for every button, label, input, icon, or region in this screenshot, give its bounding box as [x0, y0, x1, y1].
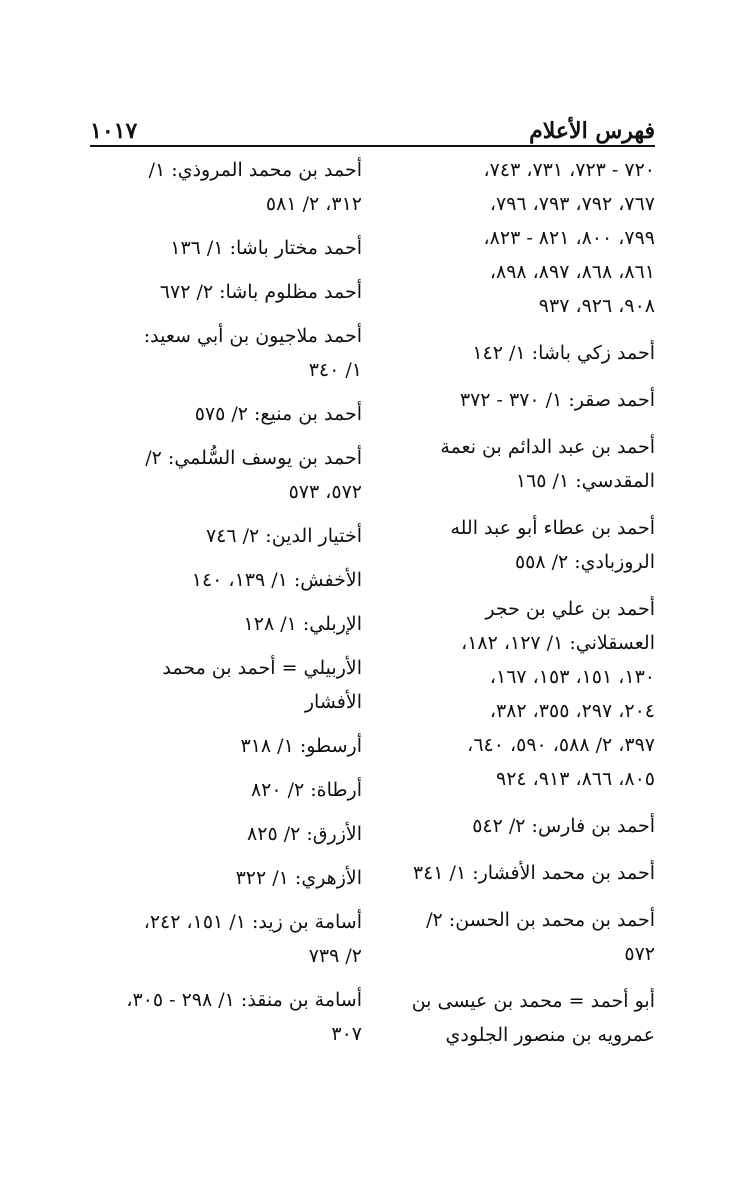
index-entry: أسامة بن زيد: ١/ ١٥١، ٢٤٢، ٢/ ٧٣٩	[143, 911, 362, 967]
index-entry: أحمد بن علي بن حجر العسقلاني: ١/ ١٢٧، ١٨٢، ١٣٠، ١٥١، ١٥٣، ١٦٧، ٢٠٤، ٢٩٧، ٣٥٥، ٣٨٢، ٣٩٧، ٢/ ٥٨٨، ٥٩٠، ٦٤٠، ٨٠٥، ٨٦٦، ٩١٣، ٩٢٤	[461, 598, 655, 790]
page-header	[90, 108, 655, 144]
index-entry: أحمد بن محمد بن الحسن: ٢/ ٥٧٢	[426, 909, 655, 965]
index-entry: أرسطو: ١/ ٣١٨	[240, 735, 362, 757]
index-entry: الإربلي: ١/ ١٢٨	[243, 613, 362, 635]
index-entry: أحمد ملاجيون بن أبي سعيد: ١/ ٣٤٠	[143, 325, 362, 381]
index-entry: أحمد صقر: ١/ ٣٧٠ - ٣٧٢	[459, 389, 655, 411]
index-entry: أحمد بن عبد الدائم بن نعمة المقدسي: ١/ ١٦٥	[440, 436, 655, 492]
index-entry: أرطاة: ٢/ ٨٢٠	[250, 779, 362, 801]
index-entry: أحمد زكي باشا: ١/ ١٤٢	[472, 342, 655, 364]
index-entry: أحمد مختار باشا: ١/ ١٣٦	[170, 237, 362, 259]
index-entry: أحمد بن محمد المروذي: ١/ ٣١٢، ٢/ ٥٨١	[148, 159, 362, 215]
index-entry: الأخفش: ١/ ١٣٩، ١٤٠	[191, 569, 362, 591]
index-entry: ٧٢٠ - ٧٢٣، ٧٣١، ٧٤٣، ٧٦٧، ٧٩٢، ٧٩٣، ٧٩٦، ٧٩٩، ٨٠٠، ٨٢١ - ٨٢٣، ٨٦١، ٨٦٨، ٨٩٧، ٨٩٨، ٩٠٨، ٩٢٦، ٩٣٧	[483, 159, 655, 317]
index-entry: أحمد بن يوسف السُّلمي: ٢/ ٥٧٢، ٥٧٣	[145, 447, 362, 503]
page-number: ١٠١٧	[90, 118, 138, 144]
index-column-left	[100, 153, 362, 1061]
index-entry: أحمد مظلوم باشا: ٢/ ٦٧٢	[159, 281, 362, 303]
index-entry: الأربيلي = أحمد بن محمد الأفشار	[162, 657, 362, 713]
index-entry: الأزهري: ١/ ٣٢٢	[235, 867, 362, 889]
index-column-right	[395, 153, 655, 1065]
index-entry: الأزرق: ٢/ ٨٢٥	[247, 823, 362, 845]
index-entry: أحمد بن محمد الأفشار: ١/ ٣٤١	[412, 862, 655, 884]
running-title: فهرس الأعلام	[529, 118, 655, 144]
index-entry: أبو أحمد = محمد بن عيسى بن عمرويه بن منصور الجلودي	[411, 990, 655, 1046]
index-entry: أختيار الدين: ٢/ ٧٤٦	[205, 525, 362, 547]
index-entry: أحمد بن عطاء أبو عبد الله الروزبادي: ٢/ ٥٥٨	[450, 517, 655, 573]
index-entry: أحمد بن منيع: ٢/ ٥٧٥	[194, 403, 362, 425]
header-rule	[90, 145, 655, 147]
index-entry: أحمد بن فارس: ٢/ ٥٤٢	[472, 815, 655, 837]
index-entry: أسامة بن منقذ: ١/ ٢٩٨ - ٣٠٥، ٣٠٧	[126, 989, 362, 1045]
